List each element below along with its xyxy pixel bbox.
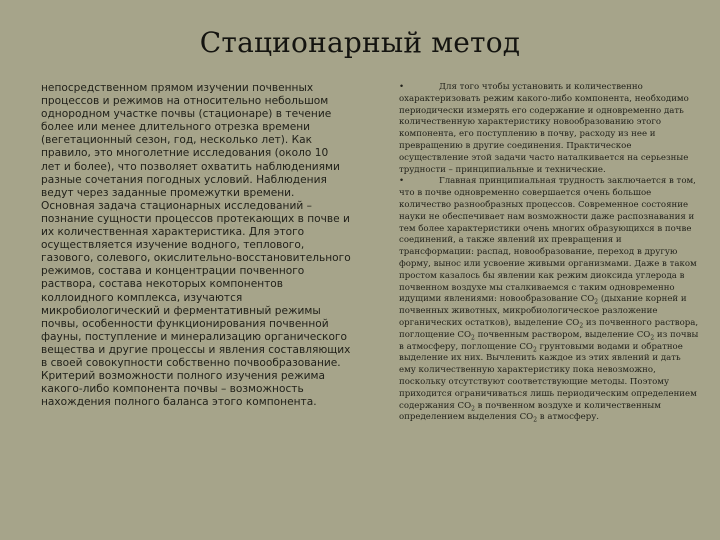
bullet-marker: • [399, 176, 405, 187]
paragraph-2-text-b: (дыхание корней и почвенных животных, микробиологическое разложение органических остатков), выделение СО [399, 294, 687, 328]
subscript-2: 2 [471, 405, 475, 413]
paragraph-1-text: Для того чтобы установить и количественно охарактеризовать режим какого-либо компонента, необходимо периодически измерять его содержание и одновременно дать количественную характеристику новообразованию этого компонента, его поступлению в почву, расходу из нее и превращению в другие соединения. Практическое осуществление этой задачи часто наталкивается на серьезные трудности – принципиальные и технические. [399, 82, 689, 175]
subscript-2: 2 [533, 417, 538, 425]
paragraph-2-text-a: Главная принципиальная трудность заключается в том, что в почве одновременно совершается очень большое количество разнообразных процессов. Современное состояние науки не обеспечивает нам возможности даже распознавания и тем более характеристики очень многих образующихся в почве соединений, а также явлений их превращения и трансформации: распад, новообразование, переход в другую форму, вынос или усвоение живыми организмами. Даже в таком простом казалось бы явлении как режим диоксида углерода в почвенном воздухе мы сталкиваемся с таким одновременно идущими явлениями: новообразование СО [399, 176, 697, 305]
paragraph-2-text-f: грунтовыми водами и обратное выделение их них. Вычленить каждое из этих явлений и дать ему количественную характеристику пока невозможно, поскольку отсутствуют соответствующие методы. Поэтому приходится ограничиваться лишь периодическим определением содержания СО [399, 341, 697, 411]
right-text-column [399, 82, 699, 424]
subscript-2: 2 [579, 322, 584, 330]
paragraph-2-text-c: из почвенного раствора, поглощение СО [399, 317, 699, 340]
slide-title: Стационарный метод [199, 26, 521, 59]
left-text-column [41, 82, 351, 409]
paragraph-2-text-d: почвенным раствором, выделение СО [474, 329, 651, 340]
paragraph-2-text-h: в атмосферу. [537, 412, 599, 423]
subscript-2: 2 [471, 334, 475, 342]
right-paragraph-2 [399, 176, 699, 424]
subscript-2: 2 [532, 346, 537, 354]
subscript-2: 2 [650, 334, 655, 342]
paragraph-2-text-e: из почвы в атмосферу, поглощение СО [399, 329, 699, 352]
paragraph-2-text-g: в почвенном воздухе и количественным определением выделения СО [399, 400, 661, 423]
subscript-2: 2 [594, 299, 599, 307]
right-paragraph-1 [399, 82, 699, 176]
left-paragraph: непосредственном прямом изучении почвенных процессов и режимов на относительно небольшом однородном участке почвы (стационаре) в течение более или менее длительного отрезка времени (вегетационный сезон, год, несколько лет). Как правило, это многолетние исследования (около 10 лет и более), что позволяет охватить наблюдениями разные сочетания погодных условий. Наблюдения ведут через заданные промежутки времени. Основная задача стационарных исследований – познание сущности процессов протекающих в почве и их количественная характеристика. Для этого осуществляется изучение водного, теплового, газового, солевого, окислительно-восстановительного режимов, состава и концентрации почвенного раствора, состава некоторых компонентов коллоидного комплекса, изучаются микробиологический и ферментативный режимы почвы, особенности функционирования почвенной фауны, поступление и минерализацию органического вещества и другие процессы и явления составляющих в своей совокупности собственно почвообразование. Критерий возможности полного изучения режима какого-либо компонента почвы – возможность нахождения полного баланса этого компонента. [41, 82, 351, 409]
bullet-marker: • [399, 82, 405, 92]
